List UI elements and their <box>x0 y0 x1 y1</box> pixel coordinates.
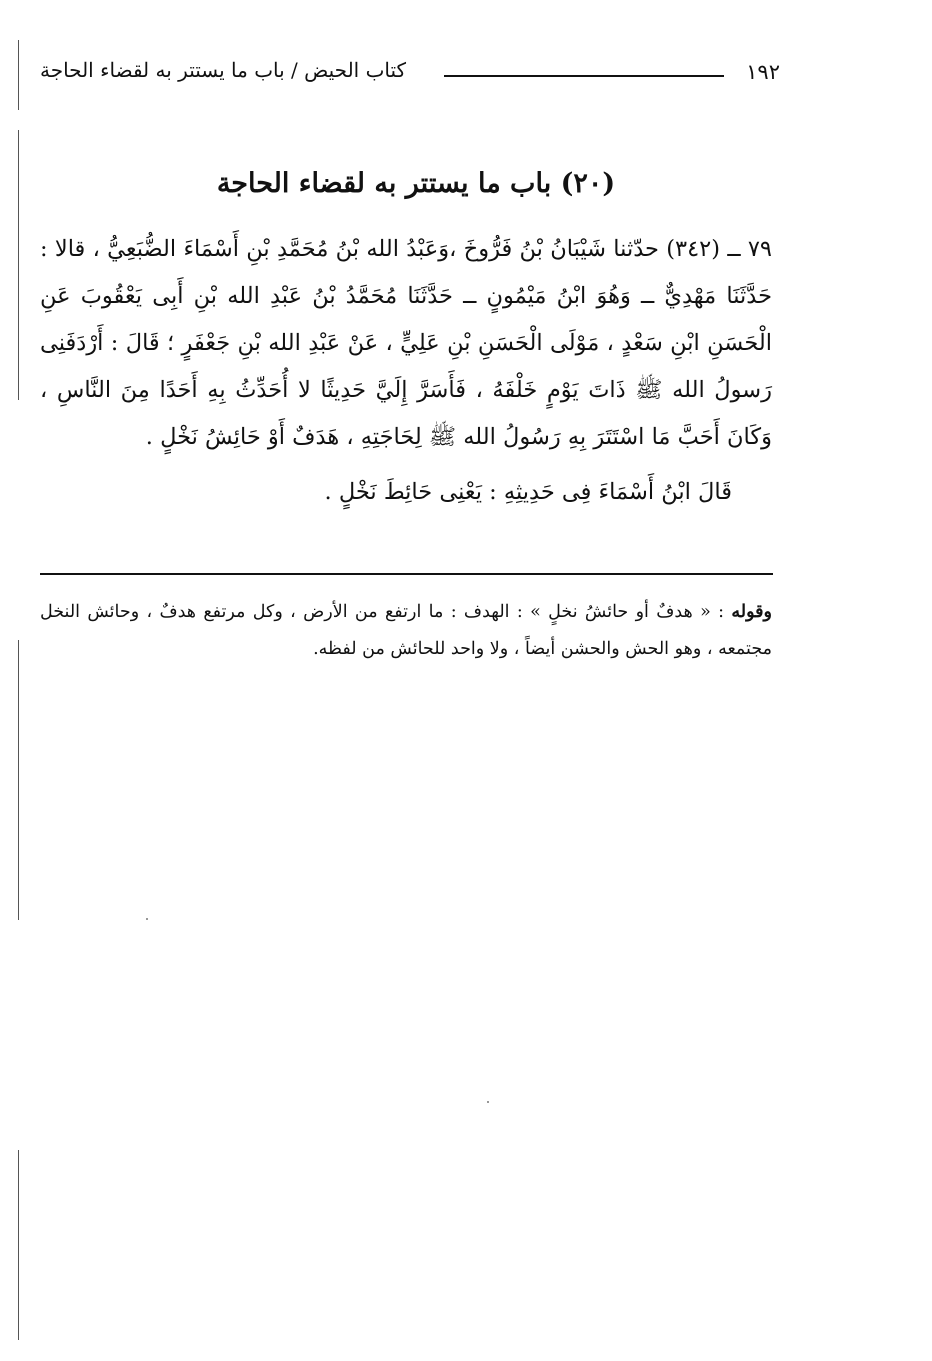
chapter-heading: (٢٠) باب ما يستتر به لقضاء الحاجة <box>216 168 616 199</box>
footnote-paragraph <box>40 594 772 668</box>
binding-edge-mark <box>18 640 19 920</box>
hadith-text-block <box>40 226 772 516</box>
binding-edge-mark <box>18 40 19 110</box>
hadith-paragraph: ٧٩ ــ (٣٤٢) حدّثنا شَيْبَانُ بْنُ فَرُّوخَ ،وَعَبْدُ الله بْنُ مُحَمَّدِ بْنِ أَسْمَاءَ الضُّبَعِيُّ ، قالا : حَدَّثَنَا مَهْدِيٌّ ــ وَهُوَ ابْنُ مَيْمُونٍ ــ حَدَّثَنَا مُحَمَّدُ بْنُ عَبْدِ الله بْنِ أَبِى يَعْقُوبَ عَنِ الْحَسَنِ ابْنِ سَعْدٍ ، مَوْلَى الْحَسَنِ بْنِ عَلِيٍّ ، عَنْ عَبْدِ الله بْنِ جَعْفَرٍ ؛ قَالَ : أَرْدَفَنِى رَسولُ الله ﷺ ذَاتَ يَوْمٍ خَلْفَهُ ، فَأَسَرَّ إِلَيَّ حَدِيثًا لا أُحَدِّثُ بِهِ أَحَدًا مِنَ النَّاسِ ، وَكَانَ أَحَبَّ مَا اسْتَتَرَ بِهِ رَسُولُ الله ﷺ لِحَاجَتِهِ ، هَدَفٌ أَوْ حَائِشُ نَخْلٍ . <box>40 236 772 450</box>
footnote-rule <box>40 573 773 575</box>
running-title: كتاب الحيض / باب ما يستتر به لقضاء الحاجة <box>40 58 407 82</box>
footnote-lead: وقوله <box>731 602 772 622</box>
scan-speck <box>487 1101 489 1103</box>
footnote-block <box>40 594 772 668</box>
scan-speck <box>146 918 148 920</box>
page-number: ١٩٢ <box>746 60 780 84</box>
header-rule <box>444 75 724 77</box>
binding-edge-mark <box>18 1150 19 1340</box>
running-header <box>40 56 780 90</box>
footnote-text: : « هدفٌ أو حائشُ نخلٍ » : الهدف : ما ارتفع من الأرض ، وكل مرتفع هدفٌ ، وحائش النخل مجتمعه ، وهو الحش والحشن أيضاً ، ولا واحد للحائش من لفظه. <box>40 602 772 659</box>
narrator-note: قَالَ ابْنُ أَسْمَاءَ فِى حَدِيثِهِ : يَعْنِى حَائِطَ نَخْلٍ . <box>324 479 732 505</box>
